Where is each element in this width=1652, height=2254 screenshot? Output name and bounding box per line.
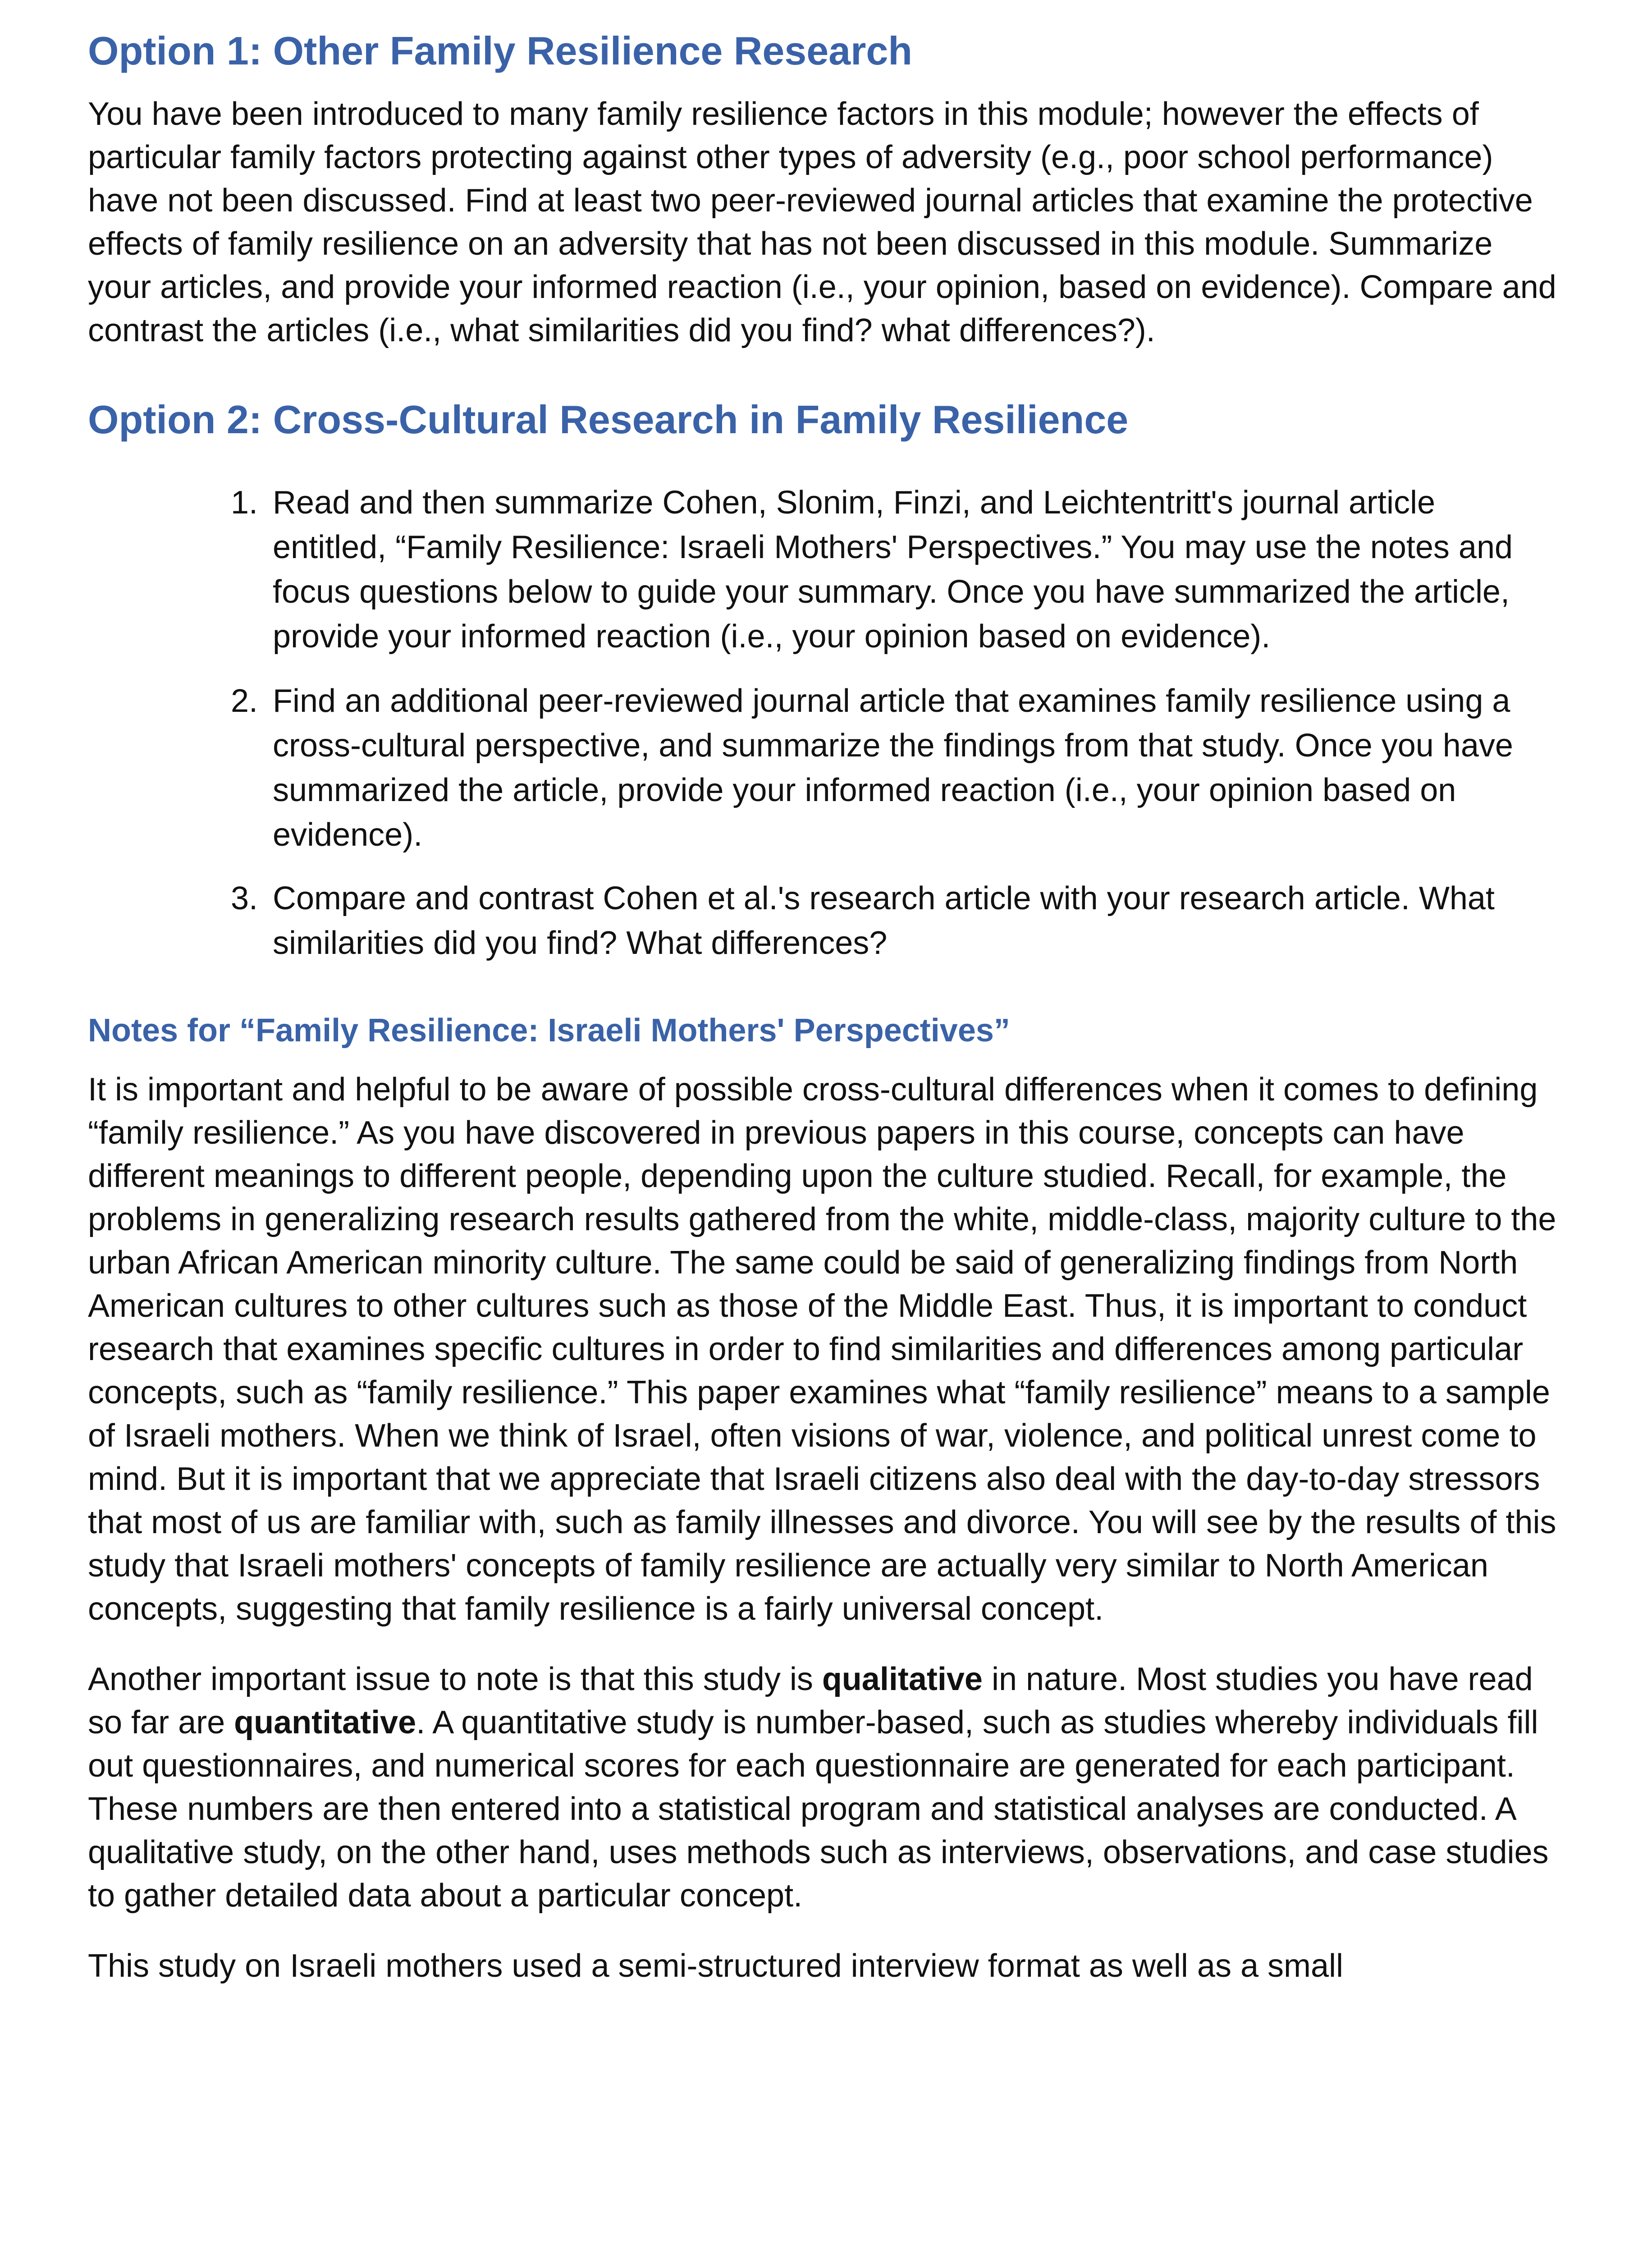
list-text: Read and then summarize Cohen, Slonim, Finzi, and Leichtentritt's journal article entitled, “Family Resilience: Israeli Mothers' Perspectives.” You may use the notes and focus questions below to guide your summary. Once you have summarized the article, provide your informed reaction (i.e., your opinion based on evidence). (273, 485, 1513, 655)
list-item (231, 679, 1520, 857)
option2-heading: Option 2: Cross-Cultural Research in Family Resilience (88, 397, 1129, 442)
list-text: Find an additional peer-reviewed journal article that examines family resilience using a cross-cultural perspective, and summarize the findings from that study. Once you have summarized the article, provide your informed reaction (i.e., your opinion based on evidence). (273, 683, 1513, 853)
text: . A quantitative study is number-based, such as studies whereby individuals fill out questionnaires, and numerical scores for each questionnaire are generated for each participant. These numbers are then entered into a statistical program and statistical analyses are conducted. A qualitative study, on the other hand, uses methods such as interviews, observations, and case studies to gather detailed data about a particular concept. (88, 1704, 1549, 1914)
notes-paragraph-3: This study on Israeli mothers used a semi-structured interview format as well as a small (88, 1948, 1344, 1984)
bold-term: quantitative (234, 1704, 416, 1741)
text: in nature. Most studies you have read so far are (88, 1661, 1533, 1741)
list-number: 3. (231, 880, 258, 916)
list-number: 2. (231, 683, 258, 719)
list-item (231, 481, 1520, 659)
list-number: 1. (231, 485, 258, 521)
text: Another important issue to note is that this study is (88, 1661, 822, 1697)
notes-heading: Notes for “Family Resilience: Israeli Mothers' Perspectives” (88, 1012, 1010, 1049)
option1-heading: Option 1: Other Family Resilience Research (88, 28, 913, 73)
list-text: Compare and contrast Cohen et al.'s research article with your research article. What similarities did you find? What differences? (273, 880, 1495, 961)
notes-paragraph-2 (88, 1658, 1562, 1917)
bold-term: qualitative (822, 1661, 983, 1697)
option1-body: You have been introduced to many family resilience factors in this module; however the effects of particular family factors protecting against other types of adversity (e.g., poor school performance) have not been discussed. Find at least two peer-reviewed journal articles that examine the protective effects of family resilience on an adversity that has not been discussed in this module. Summarize your articles, and provide your informed reaction (i.e., your opinion, based on evidence). Compare and contrast the articles (i.e., what similarities did you find? what differences?). (88, 96, 1556, 348)
list-item (231, 876, 1520, 966)
notes-paragraph-1: It is important and helpful to be aware of possible cross-cultural differences when it comes to defining “family resilience.” As you have discovered in previous papers in this course, concepts can have different meanings to different people, depending upon the culture studied. Recall, for example, the problems in generalizing research results gathered from the white, middle-class, majority culture to the urban African American minority culture. The same could be said of generalizing findings from North American cultures to other cultures such as those of the Middle East. Thus, it is important to conduct research that examines specific cultures in order to find similarities and differences among particular concepts, such as “family resilience.” This paper examines what “family resilience” means to a sample of Israeli mothers. When we think of Israel, often visions of war, violence, and political unrest come to mind. But it is important that we appreciate that Israeli citizens also deal with the day-to-day stressors that most of us are familiar with, such as family illnesses and divorce. You will see by the results of this study that Israeli mothers' concepts of family resilience are actually very similar to North American concepts, suggesting that family resilience is a fairly universal concept. (88, 1072, 1556, 1627)
